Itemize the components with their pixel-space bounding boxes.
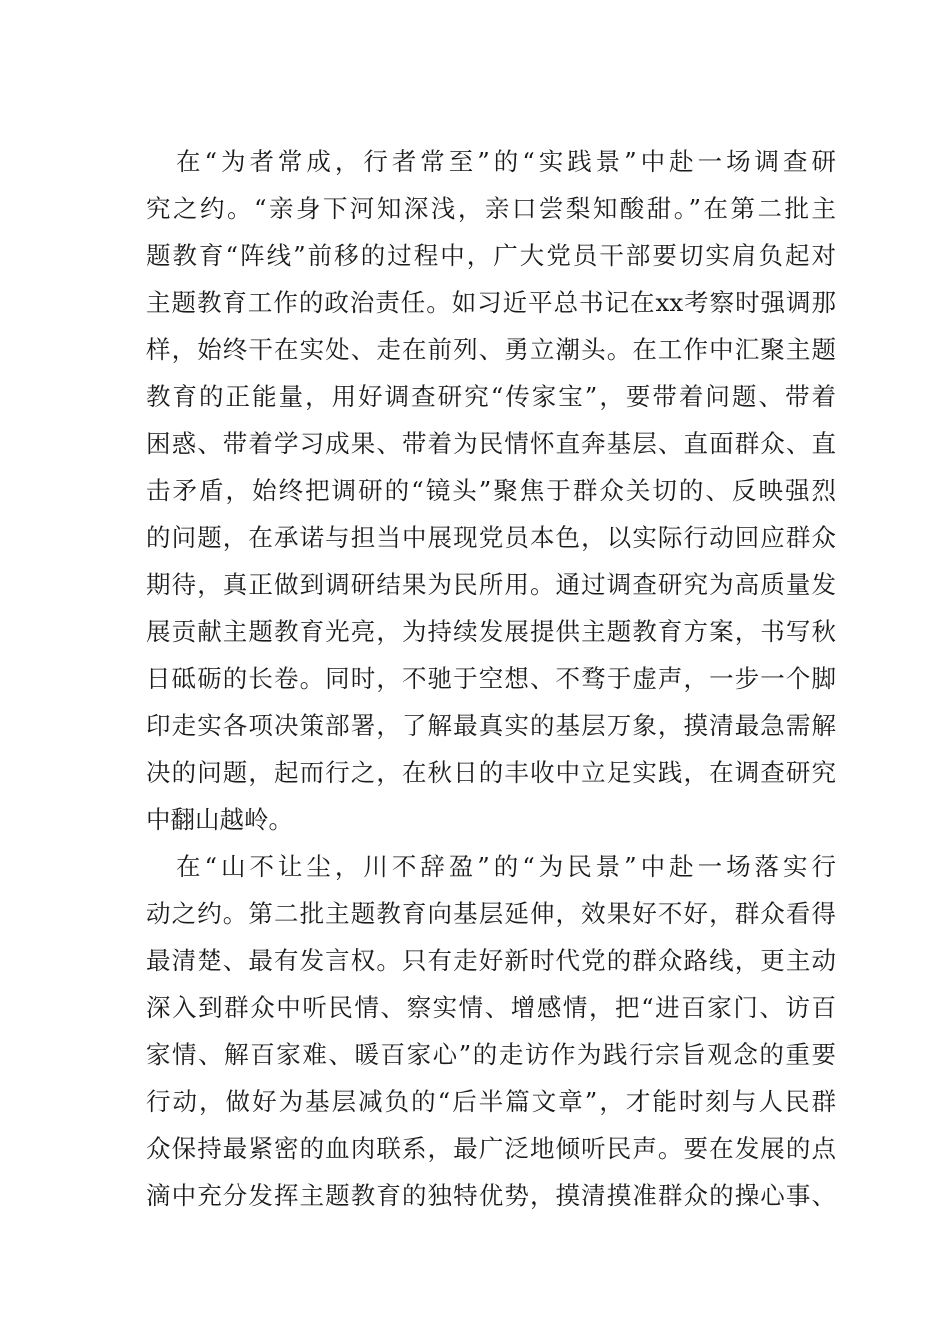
paragraph-2-line: 众保持最紧密的血肉联系，最广泛地倾听民声。要在发展的点 [146,1134,836,1163]
paragraph-1-line: 主题教育工作的政治责任。如习近平总书记在xx考察时强调那 [146,288,836,317]
paragraph-1-line: 在“为者常成，行者常至”的“实践景”中赴一场调查研 [176,147,836,176]
paragraph-1-line: 困惑、带着学习成果、带着为民情怀直奔基层、直面群众、直 [146,429,836,458]
paragraph-2-line: 深入到群众中听民情、察实情、增感情，把“进百家门、访百 [146,993,836,1022]
paragraph-1-line: 中翻山越岭。 [146,805,293,834]
paragraph-1-line: 题教育“阵线”前移的过程中，广大党员干部要切实肩负起对 [146,241,836,270]
paragraph-1-line: 日砥砺的长卷。同时，不驰于空想、不骛于虚声，一步一个脚 [146,664,836,693]
paragraph-1-line: 样，始终干在实处、走在前列、勇立潮头。在工作中汇聚主题 [146,335,836,364]
paragraph-2-line: 最清楚、最有发言权。只有走好新时代党的群众路线，更主动 [146,946,836,975]
document-body [146,138,836,1219]
paragraph-1-line: 的问题，在承诺与担当中展现党员本色，以实际行动回应群众 [146,523,836,552]
paragraph-2-line: 动之约。第二批主题教育向基层延伸，效果好不好，群众看得 [146,899,836,928]
paragraph-2-line: 行动，做好为基层减负的“后半篇文章”，才能时刻与人民群 [146,1087,836,1116]
paragraph-2-line: 滴中充分发挥主题教育的独特优势，摸清摸准群众的操心事、 [146,1181,836,1210]
paragraph-1-line: 教育的正能量，用好调查研究“传家宝”，要带着问题、带着 [146,382,836,411]
paragraph-1-line: 期待，真正做到调研结果为民所用。通过调查研究为高质量发 [146,570,836,599]
paragraph-1-line: 击矛盾，始终把调研的“镜头”聚焦于群众关切的、反映强烈 [146,476,836,505]
paragraph-2-line: 在“山不让尘，川不辞盈”的“为民景”中赴一场落实行 [176,852,836,881]
paragraph-1-line: 决的问题，起而行之，在秋日的丰收中立足实践，在调查研究 [146,758,836,787]
paragraph-1-line: 印走实各项决策部署，了解最真实的基层万象，摸清最急需解 [146,711,836,740]
paragraph-1-line: 究之约。“亲身下河知深浅，亲口尝梨知酸甜。”在第二批主 [146,194,836,223]
paragraph-2-line: 家情、解百家难、暖百家心”的走访作为践行宗旨观念的重要 [146,1040,836,1069]
paragraph-1-line: 展贡献主题教育光亮，为持续发展提供主题教育方案，书写秋 [146,617,836,646]
